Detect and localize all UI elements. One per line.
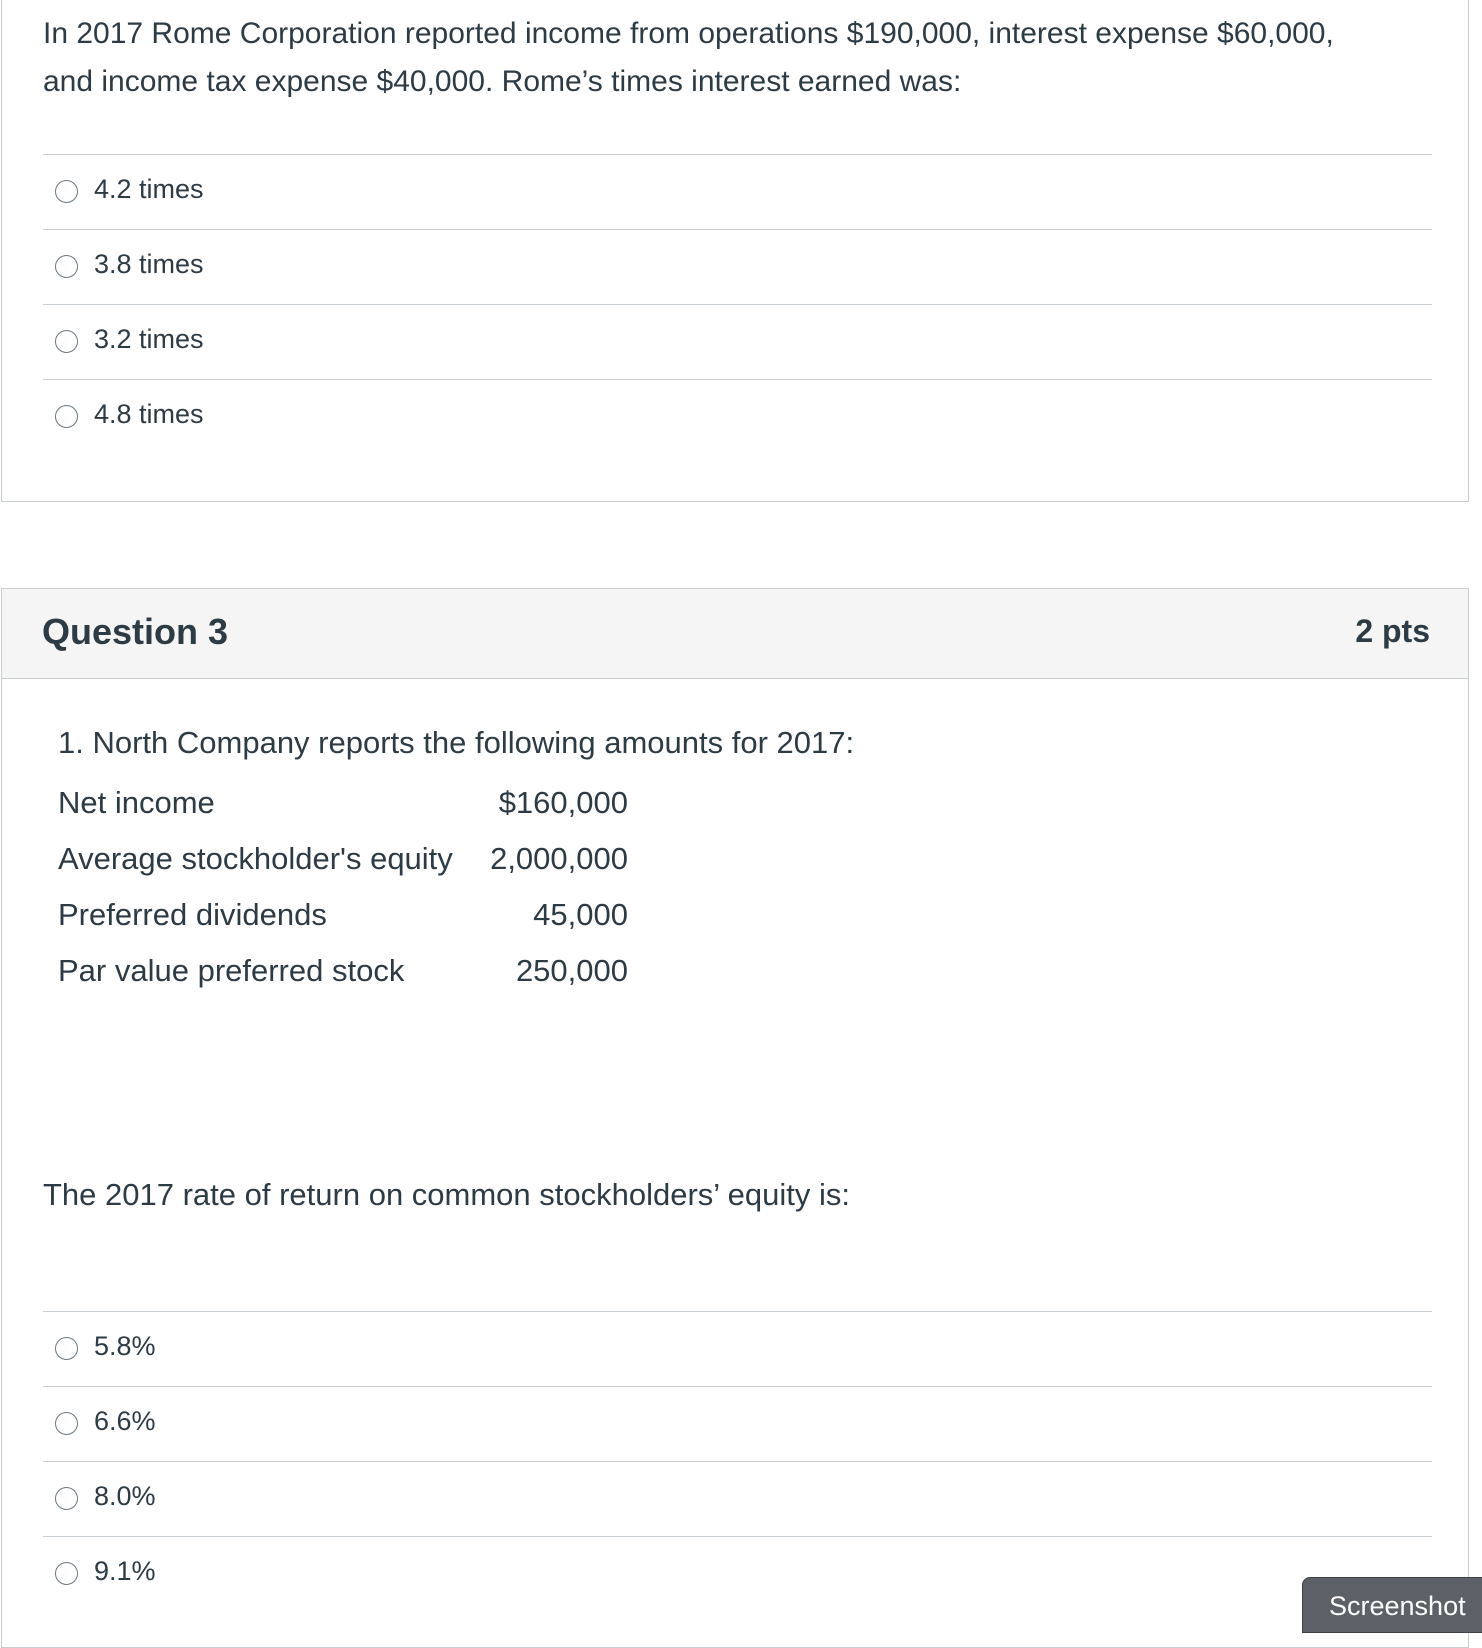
question-3-answer-4[interactable] — [43, 1536, 1432, 1611]
question-3-answers — [43, 1311, 1432, 1611]
table-row — [58, 785, 628, 841]
question-2-answer-1[interactable] — [43, 154, 1432, 229]
answer-label: 4.8 times — [94, 399, 204, 429]
row-label: Preferred dividends — [58, 897, 327, 932]
question-2-text-line-1: In 2017 Rome Corporation reported income from operations $190,000, interest expense $60,000, — [43, 17, 1334, 50]
radio-button[interactable] — [55, 1337, 78, 1360]
question-2-text — [43, 10, 1443, 106]
radio-button[interactable] — [55, 1412, 78, 1435]
row-label: Net income — [58, 785, 215, 820]
answer-label: 9.1% — [94, 1556, 156, 1586]
row-value: 250,000 — [515, 953, 628, 988]
row-label: Par value preferred stock — [58, 953, 405, 988]
table-row — [58, 897, 628, 953]
question-title: Question 3 — [42, 611, 229, 652]
question-3-prompt: The 2017 rate of return on common stockholders’ equity is: — [43, 1177, 850, 1212]
table-row — [58, 953, 628, 1009]
question-points: 2 pts — [1355, 613, 1430, 649]
table-row — [58, 841, 628, 897]
radio-button[interactable] — [55, 180, 78, 203]
row-value: $160,000 — [498, 785, 628, 820]
question-3-answer-3[interactable] — [43, 1461, 1432, 1536]
question-2-text-line-2: and income tax expense $40,000. Rome’s times interest earned was: — [43, 65, 962, 98]
answer-label: 8.0% — [94, 1481, 156, 1511]
answer-label: 3.8 times — [94, 249, 204, 279]
radio-button[interactable] — [55, 1562, 78, 1585]
question-2-card — [1, 0, 1469, 502]
radio-button[interactable] — [55, 1487, 78, 1510]
answer-label: 5.8% — [94, 1331, 156, 1361]
question-3-intro: 1. North Company reports the following amounts for 2017: — [58, 725, 855, 760]
radio-button[interactable] — [55, 405, 78, 428]
row-value: 45,000 — [533, 897, 628, 932]
question-2-answer-4[interactable] — [43, 379, 1432, 454]
question-3-card — [1, 588, 1469, 1648]
radio-button[interactable] — [55, 330, 78, 353]
question-2-answer-2[interactable] — [43, 229, 1432, 304]
row-label: Average stockholder's equity — [58, 841, 453, 876]
financial-data-table — [58, 785, 628, 1009]
question-3-answer-2[interactable] — [43, 1386, 1432, 1461]
answer-label: 6.6% — [94, 1406, 156, 1436]
question-2-answer-3[interactable] — [43, 304, 1432, 379]
answer-label: 4.2 times — [94, 174, 204, 204]
question-3-answer-1[interactable] — [43, 1311, 1432, 1386]
radio-button[interactable] — [55, 255, 78, 278]
question-2-answers — [43, 154, 1432, 454]
question-3-header — [2, 589, 1468, 679]
screenshot-button[interactable]: Screenshot — [1302, 1577, 1482, 1633]
answer-label: 3.2 times — [94, 324, 204, 354]
row-value: 2,000,000 — [490, 841, 628, 876]
